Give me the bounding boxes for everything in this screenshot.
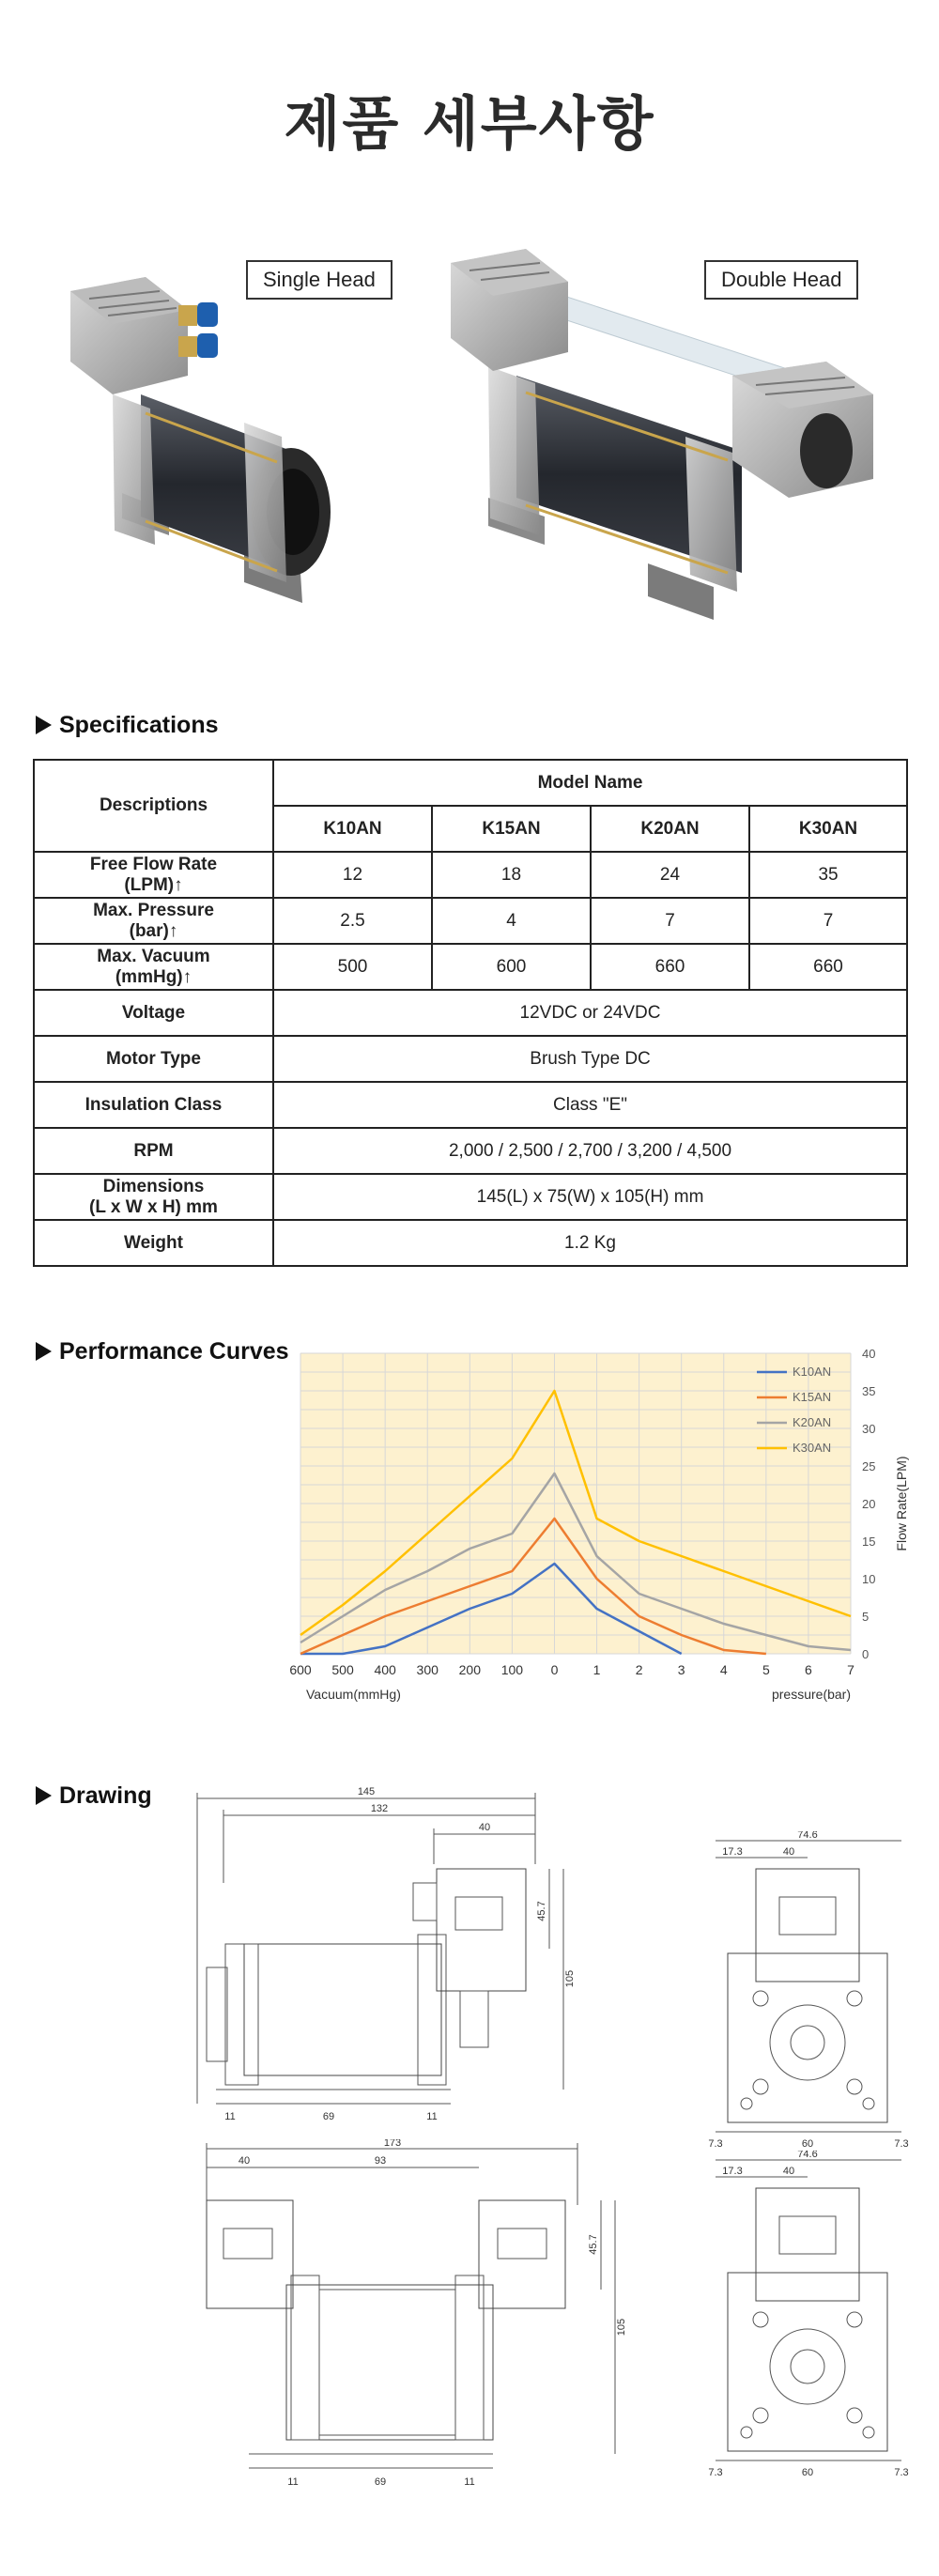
model-header: K30AN [749,806,907,852]
row-label: Dimensions (L x W x H) mm [34,1174,273,1220]
table-cell: 35 [749,852,907,898]
dim-front-a: 17.3 [722,2166,743,2177]
double-head-front-drawing [704,2151,930,2489]
legend-label: K20AN [793,1415,832,1429]
table-cell: 660 [591,944,749,990]
single-head-front-drawing [704,1831,930,2160]
dim-front-a: 17.3 [722,1846,743,1858]
performance-title: Performance Curves [59,1338,289,1365]
table-row [34,1174,907,1220]
x-tick-label: 4 [719,1662,728,1677]
single-head-photo [56,254,432,629]
table-row [34,852,907,898]
table-cell: 12VDC or 24VDC [273,990,907,1036]
table-cell: 24 [591,852,749,898]
dim-front-b: 40 [782,1846,795,1858]
dim-head-width: 40 [238,2155,251,2167]
x-tick-label: 500 [331,1662,354,1677]
dim-base-right: 11 [464,2476,475,2488]
dim-head-width: 40 [478,1822,491,1833]
x-tick-label: 200 [458,1662,481,1677]
model-name-header: Model Name [273,760,907,806]
row-label: RPM [34,1128,273,1174]
table-cell: 1.2 Kg [273,1220,907,1266]
single-head-label: Single Head [246,260,393,300]
dim-base-left: 11 [287,2476,299,2488]
table-cell: 12 [273,852,432,898]
dim-inner-length: 132 [370,1803,389,1814]
dim-front-e: 7.3 [894,2467,909,2478]
x-tick-label: 2 [635,1662,643,1677]
row-label: Voltage [34,990,273,1036]
single-head-side-drawing [188,1780,601,2136]
table-cell: 18 [432,852,591,898]
dim-base-mid: 69 [322,2111,335,2122]
table-row [34,1082,907,1128]
triangle-bullet-icon [36,1786,52,1805]
table-cell: 4 [432,898,591,944]
chart-x-ticks [289,1662,854,1677]
table-cell: 7 [591,898,749,944]
dim-front-b: 40 [782,2166,795,2177]
dim-mid-length: 93 [374,2155,387,2167]
specifications-title: Specifications [59,712,219,738]
dim-overall-length: 173 [383,2139,402,2149]
drawing-title: Drawing [59,1782,152,1809]
x-tick-label: 5 [762,1662,770,1677]
x-axis-label-left: Vacuum(mmHg) [306,1687,401,1702]
dim-front-c: 7.3 [708,2467,723,2478]
model-header: K15AN [432,806,591,852]
dim-head-height: 45.7 [536,1901,547,1921]
double-head-label: Double Head [704,260,858,300]
table-row [34,990,907,1036]
table-cell: 7 [749,898,907,944]
x-tick-label: 600 [289,1662,312,1677]
table-row [34,1036,907,1082]
table-row [34,1220,907,1266]
row-label: Max. Pressure (bar)↑ [34,898,273,944]
y-tick-label: 15 [862,1535,876,1549]
x-tick-label: 1 [593,1662,601,1677]
x-tick-label: 6 [805,1662,812,1677]
table-cell: 2.5 [273,898,432,944]
legend-label: K15AN [793,1390,832,1404]
dim-front-overall: 74.6 [797,2151,818,2160]
x-tick-label: 7 [847,1662,854,1677]
x-tick-label: 300 [416,1662,439,1677]
y-tick-label: 25 [862,1459,876,1473]
table-cell: Brush Type DC [273,1036,907,1082]
dim-front-d: 60 [801,2467,814,2478]
spec-table [33,759,908,1267]
table-row [34,944,907,990]
row-label: Max. Vacuum (mmHg)↑ [34,944,273,990]
dim-base-mid: 69 [374,2476,387,2488]
table-cell: 145(L) x 75(W) x 105(H) mm [273,1174,907,1220]
page-title: 제품 세부사항 [284,89,655,158]
row-label: Motor Type [34,1036,273,1082]
y-axis-label: Flow Rate(LPM) [894,1456,909,1551]
y-tick-label: 30 [862,1422,876,1436]
x-tick-label: 3 [677,1662,685,1677]
table-cell: 600 [432,944,591,990]
performance-chart [0,1338,939,1714]
chart-y-ticks [862,1347,875,1661]
y-tick-label: 35 [862,1384,876,1398]
x-axis-label-right: pressure(bar) [771,1687,851,1702]
dim-head-height: 45.7 [588,2234,599,2255]
double-head-side-drawing [188,2139,629,2506]
row-label: Insulation Class [34,1082,273,1128]
dim-front-c: 7.3 [708,2138,723,2150]
row-label: Weight [34,1220,273,1266]
x-tick-label: 400 [374,1662,396,1677]
legend-label: K30AN [793,1441,832,1455]
model-header: K10AN [273,806,432,852]
table-row [34,760,907,806]
y-tick-label: 20 [862,1497,876,1511]
y-tick-label: 40 [862,1347,876,1361]
y-tick-label: 5 [862,1610,870,1624]
table-cell: 500 [273,944,432,990]
table-row [34,1128,907,1174]
dim-front-overall: 74.6 [797,1831,818,1841]
dim-base-right: 11 [426,2111,438,2122]
row-label: Free Flow Rate (LPM)↑ [34,852,273,898]
table-cell: 660 [749,944,907,990]
x-tick-label: 0 [550,1662,559,1677]
legend-label: K10AN [793,1365,832,1379]
model-header: K20AN [591,806,749,852]
table-cell: 2,000 / 2,500 / 2,700 / 3,200 / 4,500 [273,1128,907,1174]
triangle-bullet-icon [36,716,52,734]
dim-total-height: 105 [616,2318,627,2337]
y-tick-label: 0 [862,1647,870,1661]
dim-base-left: 11 [224,2111,236,2122]
dim-total-height: 105 [564,1969,576,1988]
table-cell: Class "E" [273,1082,907,1128]
dim-front-e: 7.3 [894,2138,909,2150]
drawing-heading [36,1782,152,1810]
table-row [34,898,907,944]
dim-front-d: 60 [801,2138,814,2150]
descriptions-header: Descriptions [34,760,273,852]
dim-overall-length: 145 [357,1786,376,1797]
x-tick-label: 100 [500,1662,524,1677]
y-tick-label: 10 [862,1572,876,1586]
specifications-heading [36,712,219,739]
